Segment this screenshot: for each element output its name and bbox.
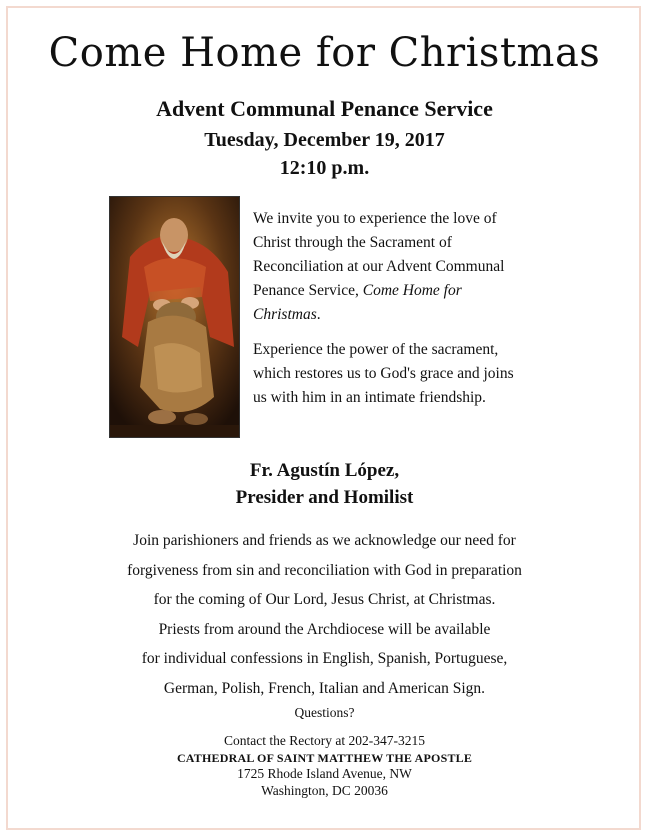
description-line: Join parishioners and friends as we acknowledge our need for xyxy=(133,532,516,549)
event-time: 12:10 p.m. xyxy=(279,157,370,179)
description-line: Priests from around the Archdiocese will be available xyxy=(158,620,491,638)
event-subtitle: Advent Communal Penance Service xyxy=(156,96,493,121)
invitation-text xyxy=(253,207,523,421)
page-title: Come Home for Christmas xyxy=(48,30,601,76)
invitation-text-start: We invite you to experience the love of Christ through the Sacrament of Reconciliation at our Advent Communal Penance Service, xyxy=(253,210,505,299)
presider-block xyxy=(0,457,649,511)
description-line: for individual confessions in English, Spanish, Portuguese, xyxy=(141,650,508,667)
prodigal-son-painting xyxy=(109,196,240,438)
description-line: for the coming of Our Lord, Jesus Christ, at Christmas. xyxy=(153,591,496,608)
presider-name: Fr. Agustín López, xyxy=(249,460,400,481)
invitation-paragraph xyxy=(253,207,523,327)
description-line: forgiveness from sin and reconciliation with God in preparation xyxy=(127,561,522,579)
service-name-italic: Come Home for Christmas xyxy=(253,282,462,323)
invitation-text-end: . xyxy=(316,306,321,323)
sacrament-paragraph: Experience the power of the sacrament, which restores us to God's grace and joins us with him in an intimate friendship. xyxy=(253,341,514,406)
street-address: 1725 Rhode Island Avenue, NW xyxy=(237,766,412,781)
cathedral-name: CATHEDRAL OF SAINT MATTHEW THE APOSTLE xyxy=(176,750,473,765)
contact-phone-line: Contact the Rectory at 202-347-3215 xyxy=(224,733,425,748)
city-address: Washington, DC 20036 xyxy=(261,782,388,798)
questions-label: Questions? xyxy=(294,705,355,720)
presider-role: Presider and Homilist xyxy=(235,487,414,508)
description-line: German, Polish, French, Italian and American Sign. xyxy=(163,679,486,697)
contact-block xyxy=(0,733,649,799)
description-block xyxy=(0,526,649,703)
event-date: Tuesday, December 19, 2017 xyxy=(204,129,445,151)
